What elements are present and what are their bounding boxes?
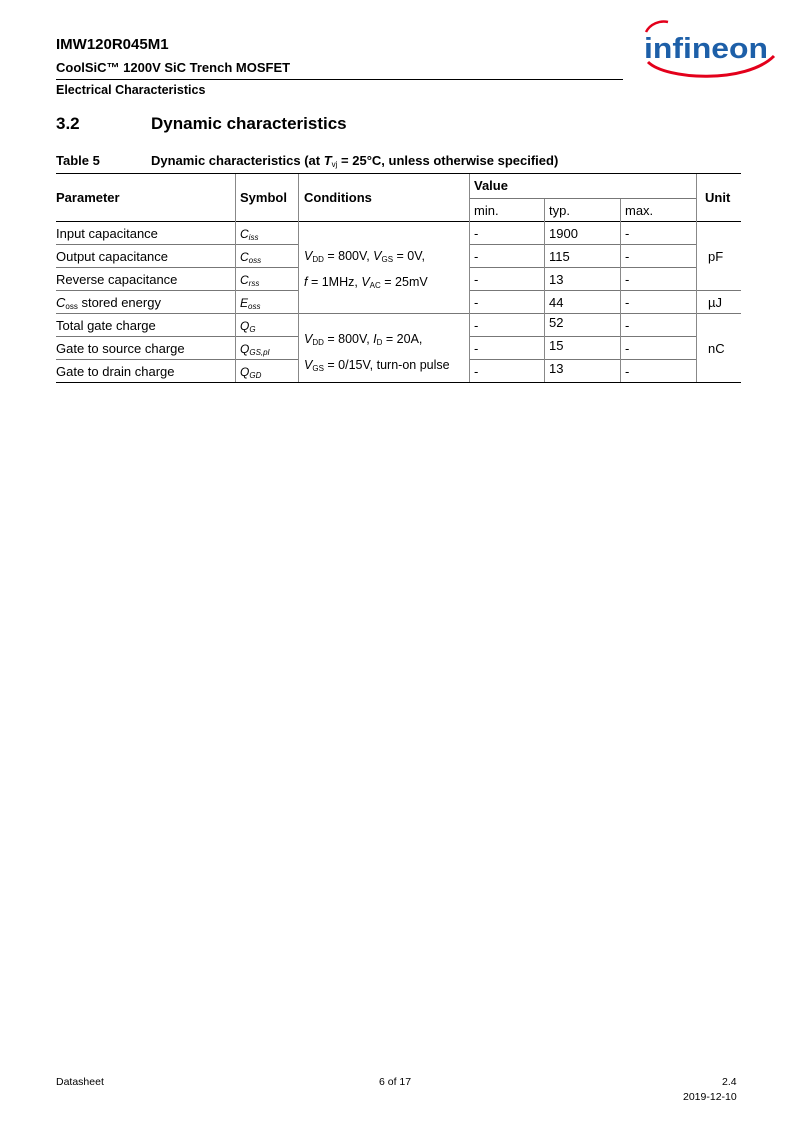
typ-value: 1900 xyxy=(549,226,578,241)
row-rule xyxy=(469,359,696,360)
row-rule xyxy=(469,244,696,245)
min-value: - xyxy=(474,318,479,333)
max-value: - xyxy=(625,341,630,356)
row-rule xyxy=(56,313,741,314)
typ-value: 13 xyxy=(549,272,564,287)
max-value: - xyxy=(625,318,630,333)
header-parameter: Parameter xyxy=(56,190,120,205)
column-divider xyxy=(544,199,545,382)
min-value: - xyxy=(474,341,479,356)
param-gate-to-drain-charge: Gate to drain charge xyxy=(56,364,175,379)
section-number: 3.2 xyxy=(56,114,80,133)
caption-t-subscript: vj xyxy=(331,160,338,169)
symbol-qg: $Q_G$ xyxy=(240,319,256,334)
footer-revision: 2.4 xyxy=(722,1076,737,1088)
param-total-gate-charge: Total gate charge xyxy=(56,318,156,333)
header-conditions: Conditions xyxy=(304,190,372,205)
column-divider xyxy=(696,174,697,382)
caption-prefix: Dynamic characteristics (at xyxy=(151,153,324,168)
typ-value: 44 xyxy=(549,295,564,310)
table-bottom-rule xyxy=(56,382,741,383)
param-gate-to-source-charge: Gate to source charge xyxy=(56,341,185,356)
max-value: - xyxy=(625,226,630,241)
row-rule xyxy=(56,244,298,245)
unit-energy: µJ xyxy=(708,295,722,310)
table-label: Table 5 xyxy=(56,153,100,168)
row-rule xyxy=(469,336,696,337)
row-rule xyxy=(56,267,298,268)
conditions-capacitance-line1: $V_{DD} = 800V$, $V_{GS} = 0V$, xyxy=(304,249,425,264)
header-symbol: Symbol xyxy=(240,190,287,205)
param-coss-stored-energy: $C_{oss}$ stored energy xyxy=(56,295,161,311)
max-value: - xyxy=(625,272,630,287)
min-value: - xyxy=(474,295,479,310)
typ-value: 52 xyxy=(549,315,564,330)
min-value: - xyxy=(474,226,479,241)
footer-date: 2019-12-10 xyxy=(683,1091,737,1103)
value-header-rule xyxy=(469,198,696,199)
typ-value: 15 xyxy=(549,338,564,353)
symbol-ciss: $C_{iss}$ xyxy=(240,227,259,242)
header-unit: Unit xyxy=(705,190,731,205)
symbol-qgd: $Q_{GD}$ xyxy=(240,365,262,380)
table-top-rule xyxy=(56,173,741,174)
table-caption xyxy=(151,153,558,169)
header-typ: typ. xyxy=(549,203,570,218)
row-rule xyxy=(56,359,298,360)
column-divider xyxy=(235,174,236,382)
part-number: IMW120R045M1 xyxy=(56,36,169,53)
column-divider xyxy=(469,174,470,382)
table-header-rule xyxy=(56,221,741,222)
symbol-eoss: $E_{oss}$ xyxy=(240,296,261,311)
header-max: max. xyxy=(625,203,654,218)
param-reverse-capacitance: Reverse capacitance xyxy=(56,272,178,287)
row-rule xyxy=(469,290,741,291)
conditions-charge-line1: $V_{DD} = 800V$, $I_D = 20A$, xyxy=(304,332,423,347)
min-value: - xyxy=(474,272,479,287)
symbol-coss: $C_{oss}$ xyxy=(240,250,262,265)
header-divider xyxy=(56,79,623,80)
typ-value: 115 xyxy=(549,249,570,264)
symbol-crss: $C_{rss}$ xyxy=(240,273,260,288)
max-value: - xyxy=(625,364,630,379)
max-value: - xyxy=(625,249,630,264)
footer-page-number: 6 of 17 xyxy=(379,1076,412,1088)
section-title: Dynamic characteristics xyxy=(151,114,347,133)
typ-value: 13 xyxy=(549,361,564,376)
caption-suffix: = 25°C, unless otherwise specified) xyxy=(337,153,559,168)
column-divider xyxy=(620,199,621,382)
param-output-capacitance: Output capacitance xyxy=(56,249,169,264)
conditions-gate-charge xyxy=(304,328,450,380)
infineon-logo xyxy=(636,18,776,78)
logo-text: infineon xyxy=(644,33,768,65)
unit-capacitance: pF xyxy=(708,249,724,264)
max-value: - xyxy=(625,295,630,310)
min-value: - xyxy=(474,364,479,379)
row-rule xyxy=(56,290,298,291)
unit-charge: nC xyxy=(708,341,725,356)
row-rule xyxy=(469,267,696,268)
header-section: Electrical Characteristics xyxy=(56,83,206,97)
conditions-capacitance-line2: f = 1MHz, $V_{AC} = 25mV$ xyxy=(304,275,428,290)
logo-arc-top xyxy=(646,21,668,32)
row-rule xyxy=(56,336,298,337)
symbol-qgs-pl: $Q_{GS,pl}$ xyxy=(240,342,270,357)
conditions-charge-line2: $V_{GS} = 0/15V$, turn-on pulse xyxy=(304,358,450,373)
header-min: min. xyxy=(474,203,499,218)
column-divider xyxy=(298,174,299,382)
product-line: CoolSiC™ 1200V SiC Trench MOSFET xyxy=(56,60,291,75)
footer-doc-type: Datasheet xyxy=(56,1076,104,1088)
header-value: Value xyxy=(474,178,508,193)
conditions-capacitance xyxy=(304,245,428,297)
param-input-capacitance: Input capacitance xyxy=(56,226,158,241)
caption-t-symbol: T xyxy=(323,153,332,168)
min-value: - xyxy=(474,249,479,264)
